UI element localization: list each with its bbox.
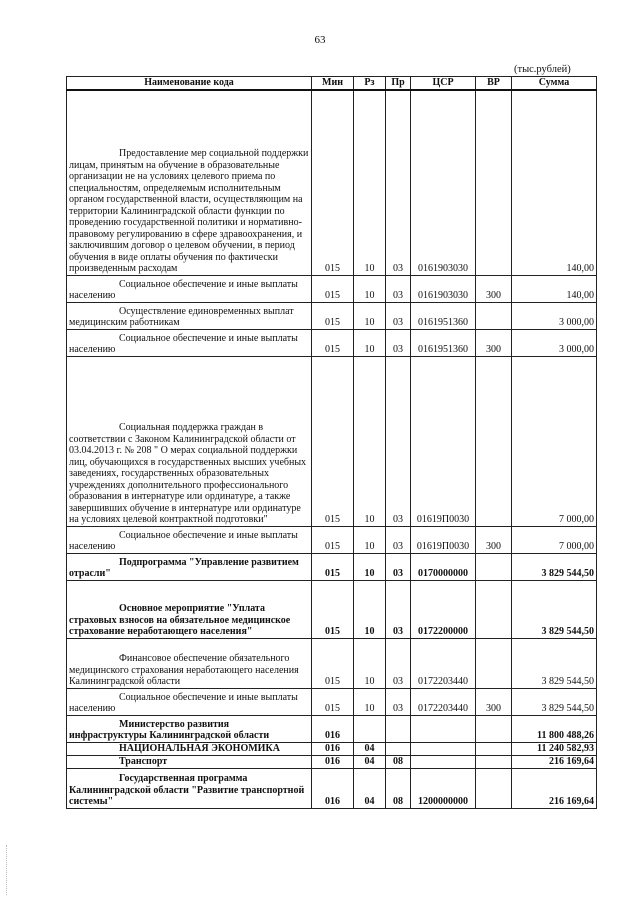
cell-min: 015 (312, 275, 354, 302)
cell-name (67, 275, 312, 302)
cell-pr: 03 (386, 356, 411, 526)
cell-rz (354, 715, 386, 742)
cell-pr: 03 (386, 580, 411, 638)
cell-csr: 0161951360 (411, 302, 476, 329)
cell-csr: 1200000000 (411, 768, 476, 808)
row-name: Осуществление единовременных выплат медицинским работникам (69, 305, 294, 328)
cell-name (67, 553, 312, 580)
cell-pr: 03 (386, 302, 411, 329)
cell-min: 016 (312, 715, 354, 742)
table-row (67, 755, 597, 768)
table-row (67, 742, 597, 755)
cell-min: 016 (312, 755, 354, 768)
table-row (67, 580, 597, 638)
cell-vr (476, 356, 512, 526)
table-row (67, 329, 597, 356)
page-number: 63 (314, 34, 326, 46)
cell-min: 015 (312, 329, 354, 356)
cell-rz: 10 (354, 329, 386, 356)
cell-rz: 10 (354, 688, 386, 715)
cell-min: 016 (312, 768, 354, 808)
row-name: Государственная программа Калининградской области "Развитие транспортной системы" (69, 773, 305, 807)
cell-rz: 04 (354, 768, 386, 808)
cell-rz: 10 (354, 526, 386, 553)
table-row (67, 553, 597, 580)
cell-csr (411, 755, 476, 768)
cell-min: 015 (312, 302, 354, 329)
cell-vr (476, 553, 512, 580)
table-row (67, 715, 597, 742)
cell-rz: 10 (354, 275, 386, 302)
cell-min: 016 (312, 742, 354, 755)
cell-name (67, 755, 312, 768)
col-header-csr: ЦСР (411, 77, 476, 91)
col-header-vr: ВР (476, 77, 512, 91)
cell-rz: 04 (354, 755, 386, 768)
cell-vr: 300 (476, 275, 512, 302)
col-header-sum: Сумма (512, 77, 597, 91)
row-name: Предоставление мер социальной поддержки лицам, принятым на обучение в образовательные организации не на условиях целевого приема по специальностям, определяемым исполнительным органом государственной власти, осуществляющим на территории Калининградской области функции по проведению государственной политики и нормативно-правовому регулированию в сфере здравоохранения, и заключившим договор о целевом обучении, в период обучения в виде оплаты обучения по фактически произведенным расходам (69, 148, 309, 274)
row-name: Подпрограмма "Управление развитием отрасли" (69, 556, 299, 579)
cell-sum: 3 829 544,50 (512, 638, 597, 688)
cell-vr (476, 715, 512, 742)
cell-min: 015 (312, 90, 354, 275)
cell-min: 015 (312, 553, 354, 580)
row-name: Социальное обеспечение и иные выплаты населению (69, 529, 298, 552)
budget-table (66, 76, 597, 809)
cell-rz: 10 (354, 356, 386, 526)
cell-min: 015 (312, 688, 354, 715)
cell-sum: 7 000,00 (512, 526, 597, 553)
table-row (67, 638, 597, 688)
cell-csr: 01619П0030 (411, 526, 476, 553)
cell-vr: 300 (476, 526, 512, 553)
cell-min: 015 (312, 638, 354, 688)
cell-rz: 10 (354, 90, 386, 275)
units-label: (тыс.рублей) (514, 64, 571, 75)
row-name: Министерство развития инфраструктуры Калининградской области (69, 718, 270, 741)
cell-name (67, 356, 312, 526)
cell-rz: 10 (354, 580, 386, 638)
cell-sum: 11 800 488,26 (512, 715, 597, 742)
table-row (67, 302, 597, 329)
cell-csr: 01619П0030 (411, 356, 476, 526)
cell-name (67, 688, 312, 715)
cell-sum: 3 000,00 (512, 329, 597, 356)
cell-csr: 0172200000 (411, 580, 476, 638)
cell-rz: 04 (354, 742, 386, 755)
cell-vr (476, 742, 512, 755)
cell-min: 015 (312, 356, 354, 526)
cell-vr (476, 755, 512, 768)
cell-name (67, 526, 312, 553)
cell-vr: 300 (476, 329, 512, 356)
cell-pr: 03 (386, 329, 411, 356)
cell-pr: 03 (386, 688, 411, 715)
row-name: Социальное обеспечение и иные выплаты населению (69, 278, 298, 301)
row-name: Основное мероприятие "Уплата страховых взносов на обязательное медицинское страхование неработающего населения" (69, 603, 291, 637)
table-row (67, 275, 597, 302)
col-header-rz: Рз (354, 77, 386, 91)
row-name: Социальное обеспечение и иные выплаты населению (69, 691, 298, 714)
cell-pr (386, 742, 411, 755)
cell-pr: 03 (386, 90, 411, 275)
cell-csr (411, 715, 476, 742)
table-body (67, 90, 597, 808)
cell-name (67, 580, 312, 638)
cell-sum: 7 000,00 (512, 356, 597, 526)
cell-name (67, 638, 312, 688)
table-row (67, 688, 597, 715)
col-header-name: Наименование кода (67, 77, 312, 91)
cell-pr: 03 (386, 553, 411, 580)
cell-csr: 0161903030 (411, 90, 476, 275)
table-row (67, 356, 597, 526)
cell-pr: 03 (386, 638, 411, 688)
cell-name (67, 742, 312, 755)
cell-min: 015 (312, 580, 354, 638)
cell-sum: 216 169,64 (512, 768, 597, 808)
cell-csr: 0172203440 (411, 688, 476, 715)
cell-pr: 03 (386, 526, 411, 553)
cell-sum: 3 829 544,50 (512, 688, 597, 715)
cell-rz: 10 (354, 302, 386, 329)
cell-name (67, 302, 312, 329)
cell-name (67, 90, 312, 275)
cell-sum: 3 829 544,50 (512, 580, 597, 638)
cell-rz: 10 (354, 638, 386, 688)
cell-min: 015 (312, 526, 354, 553)
cell-vr (476, 90, 512, 275)
col-header-min: Мин (312, 77, 354, 91)
table-row (67, 526, 597, 553)
cell-csr: 0161951360 (411, 329, 476, 356)
row-name: Финансовое обеспечение обязательного медицинского страхования неработающего населения Калининградской области (69, 653, 299, 687)
cell-vr (476, 302, 512, 329)
cell-pr: 03 (386, 275, 411, 302)
row-name: Социальная поддержка граждан в соответствии с Законом Калининградской области от 03.04.2013 г. № 208 " О мерах социальной поддержки лиц, обучающихся в государственных высших учебных заведениях, государственных образовательных учреждениях дополнительного профессионального образования в интернатуре или ординатуре, а также завершивших обучение в интернатуре или ординатуре на условиях целевой контрактной подготовки" (69, 422, 307, 525)
margin-marks (6, 845, 15, 895)
cell-sum: 140,00 (512, 275, 597, 302)
cell-name (67, 715, 312, 742)
table-row (67, 90, 597, 275)
row-name: Транспорт (119, 756, 168, 767)
cell-csr: 0161903030 (411, 275, 476, 302)
cell-csr (411, 742, 476, 755)
cell-csr: 0172203440 (411, 638, 476, 688)
cell-sum: 11 240 582,93 (512, 742, 597, 755)
cell-vr (476, 580, 512, 638)
row-name: НАЦИОНАЛЬНАЯ ЭКОНОМИКА (119, 743, 280, 754)
cell-rz: 10 (354, 553, 386, 580)
table-header-row (67, 77, 597, 91)
cell-csr: 0170000000 (411, 553, 476, 580)
cell-vr: 300 (476, 688, 512, 715)
cell-sum: 216 169,64 (512, 755, 597, 768)
table-row (67, 768, 597, 808)
cell-pr: 08 (386, 755, 411, 768)
cell-sum: 3 000,00 (512, 302, 597, 329)
cell-name (67, 329, 312, 356)
cell-pr: 08 (386, 768, 411, 808)
col-header-pr: Пр (386, 77, 411, 91)
cell-pr (386, 715, 411, 742)
cell-sum: 140,00 (512, 90, 597, 275)
row-name: Социальное обеспечение и иные выплаты населению (69, 332, 298, 355)
cell-vr (476, 638, 512, 688)
cell-name (67, 768, 312, 808)
cell-sum: 3 829 544,50 (512, 553, 597, 580)
cell-vr (476, 768, 512, 808)
